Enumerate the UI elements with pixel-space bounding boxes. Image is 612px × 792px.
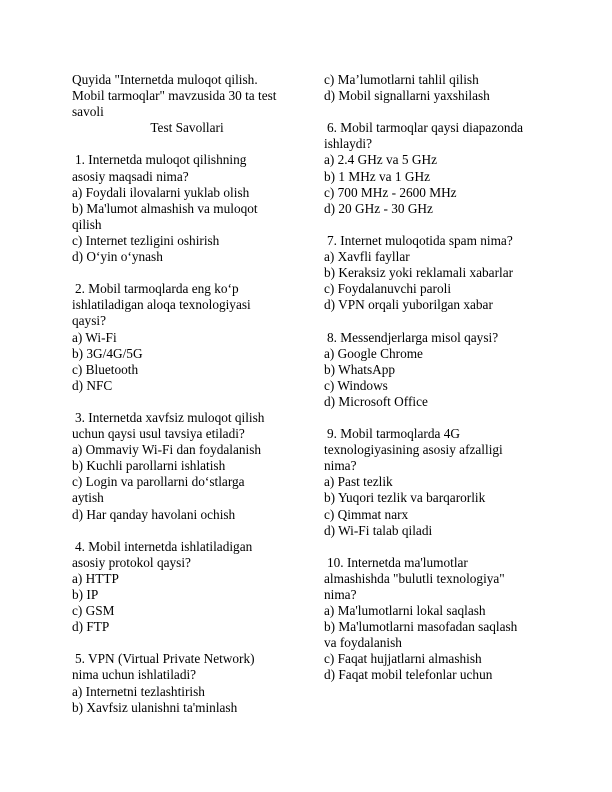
- answer-option: a) Xavfli fayllar: [324, 249, 410, 265]
- answer-option: b) Ma'lumotlarni masofadan saqlash: [324, 619, 518, 635]
- question-text: 3. Internetda xavfsiz muloqot qilish: [75, 409, 265, 425]
- question-text: uchun qaysi usul tavsiya etiladi?: [72, 426, 245, 442]
- question-7: [324, 233, 540, 313]
- answer-option: c) Faqat hujjatlarni almashish: [324, 651, 482, 667]
- answer-option: b) IP: [72, 587, 99, 602]
- question-text: asosiy maqsadi nima?: [72, 168, 189, 184]
- question-text: 1. Internetda muloqot qilishning: [75, 152, 247, 168]
- answer-option: a) Wi-Fi: [72, 329, 117, 345]
- answer-option: a) Internetni tezlashtirish: [72, 683, 205, 699]
- question-text: 5. VPN (Virtual Private Network): [75, 651, 255, 667]
- answer-option: b) 1 MHz va 1 GHz: [324, 168, 430, 184]
- question-text: nima uchun ishlatiladi?: [72, 667, 197, 683]
- answer-option: c) Windows: [324, 377, 388, 393]
- answer-option: d) NFC: [72, 377, 113, 393]
- question-2: [72, 281, 302, 394]
- answer-option: b) Keraksiz yoki reklamali xabarlar: [324, 265, 514, 281]
- answer-option-cont: va foydalanish: [324, 635, 402, 651]
- question-8: [324, 330, 540, 410]
- answer-option: a) 2.4 GHz va 5 GHz: [324, 152, 437, 168]
- question-10: [324, 555, 540, 684]
- answer-option: a) Past tezlik: [324, 474, 393, 490]
- question-text: 8. Messendjerlarga misol qaysi?: [327, 329, 499, 345]
- question-text: 4. Mobil internetda ishlatiladigan: [75, 538, 253, 554]
- question-text: 6. Mobil tarmoqlar qaysi diapazonda: [327, 120, 524, 136]
- answer-option: b) WhatsApp: [324, 361, 396, 377]
- answer-option: b) Ma'lumot almashish va muloqot: [72, 200, 258, 216]
- answer-option: c) Ma’lumotlarni tahlil qilish: [324, 72, 479, 87]
- question-text: 10. Internetda ma'lumotlar: [327, 554, 468, 570]
- question-5-continued: [324, 72, 540, 104]
- question-3: [72, 410, 302, 523]
- question-text: qaysi?: [72, 313, 106, 329]
- question-text: 9. Mobil tarmoqlarda 4G: [327, 426, 460, 442]
- answer-option: c) Bluetooth: [72, 361, 139, 377]
- intro-line: Mobil tarmoqlar" mavzusida 30 ta test: [72, 88, 277, 104]
- left-column: [72, 72, 302, 716]
- answer-option: b) 3G/4G/5G: [72, 345, 143, 361]
- answer-option: d) Faqat mobil telefonlar uchun: [324, 667, 493, 683]
- question-1: [72, 152, 302, 265]
- answer-option: d) Wi-Fi talab qiladi: [324, 522, 433, 538]
- answer-option: d) Mobil signallarni yaxshilash: [324, 88, 490, 104]
- right-column: [324, 72, 540, 684]
- answer-option: a) Google Chrome: [324, 345, 423, 361]
- answer-option: d) O‘yin o‘ynash: [72, 249, 163, 265]
- intro-line: Quyida "Internetda muloqot qilish.: [72, 72, 258, 87]
- question-5: [72, 651, 302, 715]
- answer-option: c) GSM: [72, 603, 115, 619]
- answer-option: b) Kuchli parollarni ishlatish: [72, 458, 226, 474]
- answer-option-cont: aytish: [72, 490, 104, 506]
- answer-option: d) Microsoft Office: [324, 393, 428, 409]
- answer-option: c) Internet tezligini oshirish: [72, 232, 220, 248]
- question-text: nima?: [324, 458, 357, 474]
- answer-option: c) Foydalanuvchi paroli: [324, 281, 452, 297]
- question-9: [324, 426, 540, 539]
- answer-option: d) Har qanday havolani ochish: [72, 506, 236, 522]
- answer-option: d) VPN orqali yuborilgan xabar: [324, 297, 493, 313]
- answer-option: c) Login va parollarni do‘stlarga: [72, 474, 245, 490]
- document-intro: [72, 72, 302, 120]
- answer-option: b) Yuqori tezlik va barqarorlik: [324, 490, 486, 506]
- question-text: ishlatiladigan aloqa texnologiyasi: [72, 297, 251, 313]
- question-text: 7. Internet muloqotida spam nima?: [327, 232, 513, 248]
- question-text: almashishda "bulutli texnologiya": [324, 570, 505, 586]
- question-text: ishlaydi?: [324, 136, 373, 152]
- answer-option: c) Qimmat narx: [324, 506, 409, 522]
- answer-option: a) Ma'lumotlarni lokal saqlash: [324, 603, 486, 619]
- answer-option: a) Ommaviy Wi-Fi dan foydalanish: [72, 442, 262, 458]
- question-text: texnologiyasining asosiy afzalligi: [324, 442, 503, 458]
- answer-option: b) Xavfsiz ulanishni ta'minlash: [72, 699, 238, 715]
- question-text: nima?: [324, 587, 357, 602]
- section-heading: Test Savollari: [150, 120, 224, 136]
- answer-option: d) FTP: [72, 619, 110, 635]
- question-text: asosiy protokol qaysi?: [72, 554, 191, 570]
- question-6: [324, 120, 540, 217]
- answer-option: a) Foydali ilovalarni yuklab olish: [72, 184, 250, 200]
- answer-option: d) 20 GHz - 30 GHz: [324, 200, 433, 216]
- intro-line: savoli: [72, 104, 104, 120]
- answer-option: c) 700 MHz - 2600 MHz: [324, 184, 457, 200]
- question-text: 2. Mobil tarmoqlarda eng ko‘p: [75, 281, 239, 297]
- answer-option: a) HTTP: [72, 570, 119, 586]
- question-4: [72, 539, 302, 636]
- answer-option-cont: qilish: [72, 216, 102, 232]
